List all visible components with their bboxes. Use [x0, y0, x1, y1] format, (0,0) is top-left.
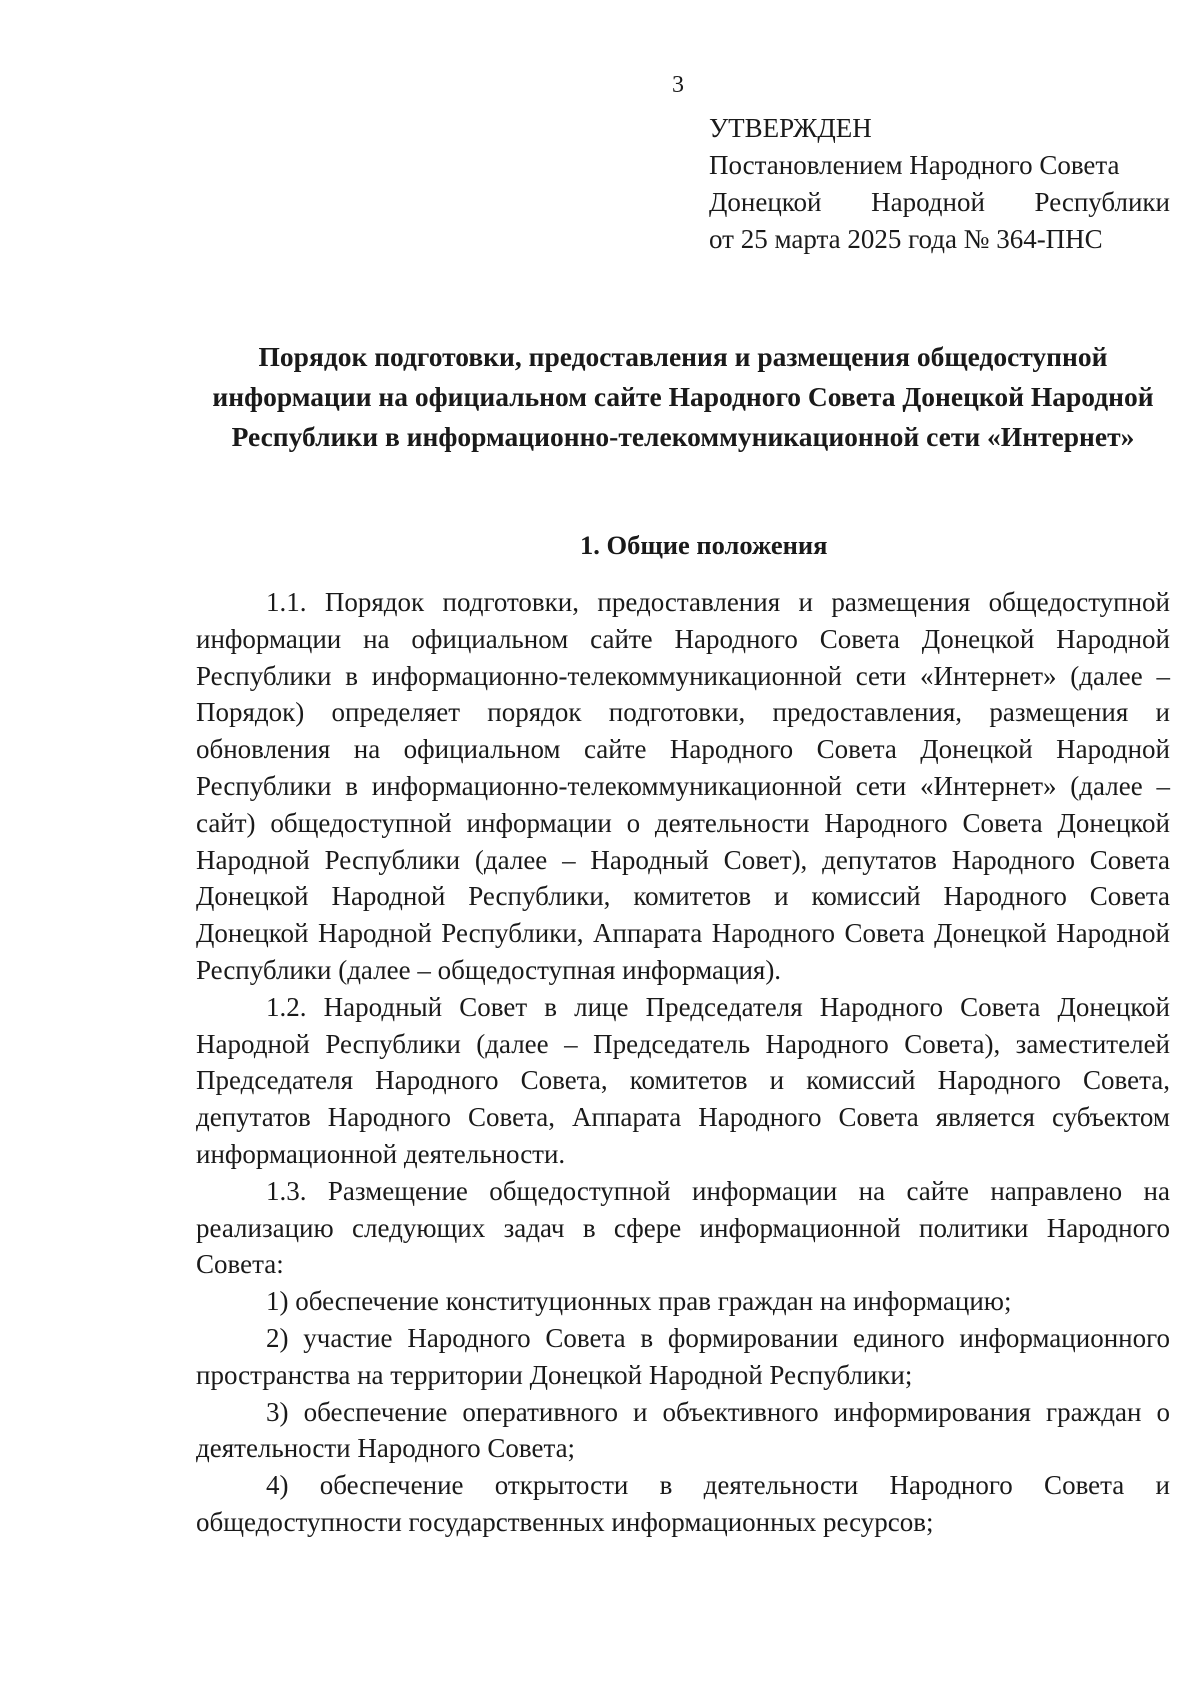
approval-line-1: Постановлением Народного Совета	[709, 150, 1120, 180]
document-title-line-3: Республики в информационно-телекоммуникационной сети «Интернет»	[231, 421, 1135, 452]
list-item-4: 4) обеспечение открытости в деятельности Народного Совета и общедоступности государственных информационных ресурсов;	[196, 1470, 1170, 1537]
paragraph-1-3: 1.3. Размещение общедоступной информации на сайте направлено на реализацию следующих задач в сфере информационной политики Народного Совета:	[196, 1175, 1170, 1280]
approval-line-3: от 25 марта 2025 года № 364-ПНС	[709, 224, 1103, 254]
document-title-line-2: информации на официальном сайте Народного Совета Донецкой Народной	[212, 381, 1154, 412]
document-title	[196, 337, 1170, 457]
approval-stamp-block	[709, 110, 1170, 258]
list-item-3: 3) обеспечение оперативного и объективного информирования граждан о деятельности Народного Совета;	[196, 1396, 1170, 1464]
section-heading: 1. Общие положения	[580, 530, 828, 560]
approval-heading: УТВЕРЖДЕН	[709, 113, 872, 143]
page-number: 3	[672, 72, 684, 98]
paragraph-1-1: 1.1. Порядок подготовки, предоставления и размещения общедоступной информации на официальном сайте Народного Совета Донецкой Народной Республики в информационно-телекоммуникационной сети «Интернет» (далее – Порядок) определяет порядок подготовки, предоставления, размещения и обновления на официальном сайте Народного Совета Донецкой Народной Республики в информационно-телекоммуникационной сети «Интернет» (далее – сайт) общедоступной информации о деятельности Народного Совета Донецкой Народной Республики (далее – Народный Совет), депутатов Народного Совета Донецкой Народной Республики, комитетов и комиссий Народного Совета Донецкой Народной Республики, Аппарата Народного Совета Донецкой Народной Республики (далее – общедоступная информация).	[196, 587, 1170, 985]
list-item-1: 1) обеспечение конституционных прав граждан на информацию;	[266, 1286, 1012, 1317]
document-title-line-1: Порядок подготовки, предоставления и размещения общедоступной	[258, 341, 1108, 372]
paragraph-1-2: 1.2. Народный Совет в лице Председателя Народного Совета Донецкой Народной Республики (далее – Председатель Народного Совета), заместителей Председателя Народного Совета, комитетов и комиссий Народного Совета, депутатов Народного Совета, Аппарата Народного Совета является субъектом информационной деятельности.	[196, 991, 1170, 1169]
body-text	[196, 584, 1170, 1541]
list-item-2: 2) участие Народного Совета в формировании единого информационного пространства на территории Донецкой Народной Республики;	[196, 1322, 1170, 1390]
approval-line-2: Донецкой Народной Республики	[709, 187, 1170, 217]
